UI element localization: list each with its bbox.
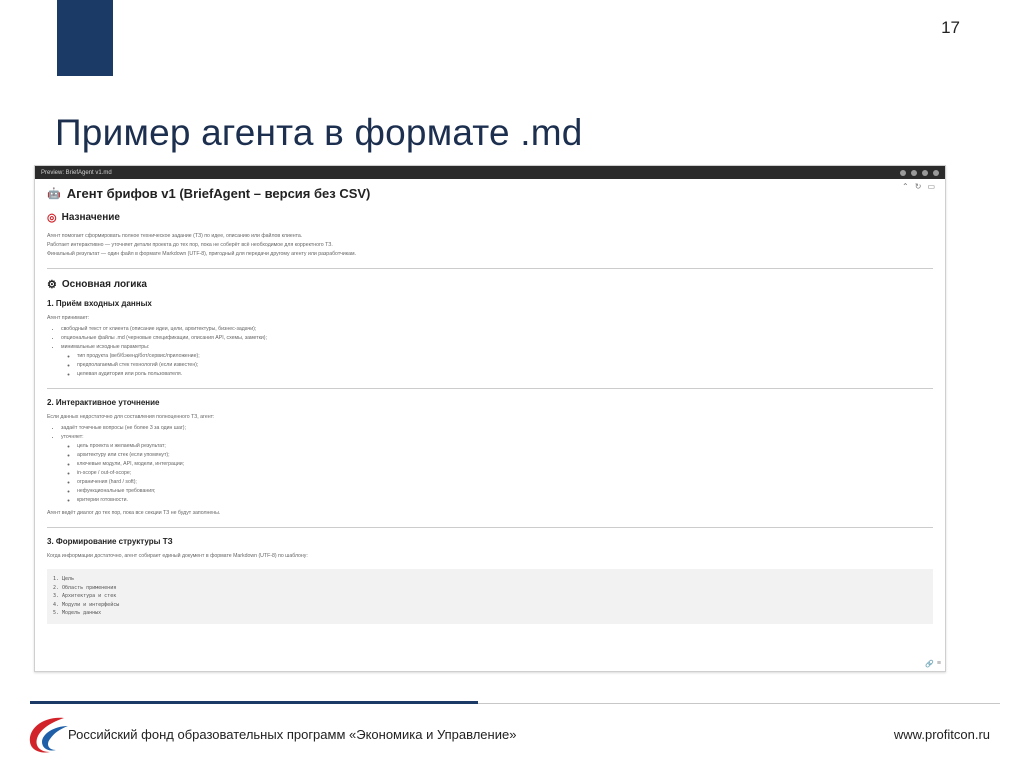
settings-icon[interactable] <box>900 170 906 176</box>
code-line: 3. Архитектура и стек <box>53 593 117 600</box>
gear-icon: ⚙ <box>47 279 57 291</box>
code-line: 5. Модель данных <box>53 610 102 617</box>
list-item-text: минимальные исходные параметры: <box>61 344 150 350</box>
step2-intro: Если данных недостаточно для составления полноценного ТЗ, агент: <box>47 414 215 420</box>
purpose-line: Агент помогает сформировать полное техническое задание (ТЗ) по идее, описанию или файлов клиента. <box>47 233 303 239</box>
step1-sublist <box>61 352 933 379</box>
preview-bottom-icons <box>925 660 941 668</box>
purpose-heading <box>47 211 933 224</box>
collapse-icon[interactable]: ⌃ <box>902 182 909 191</box>
document-title <box>47 186 933 201</box>
list-item: ◦ ограничения (hard / soft); <box>77 478 933 487</box>
purpose-line: Работает интерактивно — уточняет детали проекта до тех пор, пока не соберёт всё необходимое для корректного ТЗ. <box>47 242 333 248</box>
footer-rule-light <box>478 703 1000 704</box>
step1-list <box>47 325 933 379</box>
page-number: 17 <box>941 18 960 37</box>
slide-title: Пример агента в формате .md <box>55 112 583 153</box>
step2-sublist <box>61 442 933 505</box>
divider <box>47 527 933 528</box>
list-item: ◦ цель проекта и желаемый результат; <box>77 442 933 451</box>
list-item: ◦ тип продукта (веб/бэкенд/бот/сервис/приложение); <box>77 352 933 361</box>
list-item: ◦ нефункциональные требования; <box>77 487 933 496</box>
robot-icon: 🤖 <box>47 188 61 200</box>
markdown-preview-window <box>34 165 946 672</box>
lock-icon[interactable] <box>911 170 917 176</box>
list-item <box>61 433 933 505</box>
step2-heading: 2. Интерактивное уточнение <box>47 398 160 407</box>
accent-block <box>57 0 113 76</box>
code-line: 4. Модули и интерфейсы <box>53 601 120 608</box>
target-icon: ◎ <box>47 212 57 224</box>
step3-heading: 3. Формирование структуры ТЗ <box>47 537 173 546</box>
list-item: ◦ архитектуру или стек (если упомянут); <box>77 451 933 460</box>
list-item-text: уточняет: <box>61 434 84 440</box>
list-item: ◦ целевая аудитория или роль пользователя. <box>77 370 933 379</box>
divider <box>47 268 933 269</box>
purpose-line: Финальный результат — один файл в формате Markdown (UTF-8), пригодный для передачи другому агенту или разработчикам. <box>47 251 357 257</box>
divider <box>47 388 933 389</box>
organization-logo <box>24 712 70 758</box>
preview-toolbar <box>902 182 935 191</box>
code-block <box>47 569 933 624</box>
list-item: ◦ критерии готовности. <box>77 496 933 505</box>
step1-heading: 1. Приём входных данных <box>47 299 152 308</box>
more-icon[interactable] <box>922 170 928 176</box>
list-item: • свободный текст от клиента (описание идеи, цели, архитектуры, бизнес-задачи); <box>61 325 933 334</box>
code-line: 1. Цель <box>53 576 75 582</box>
list-item: • задаёт точечные вопросы (не более 3 за один шаг); <box>61 424 933 433</box>
window-tab-title[interactable]: Preview: BriefAgent v1.md <box>41 169 112 176</box>
footer-url[interactable]: www.profitcon.ru <box>893 727 990 742</box>
step1-intro: Агент принимает: <box>47 315 90 321</box>
list-item: ◦ предполагаемый стек технологий (если известен); <box>77 361 933 370</box>
footer-rule-dark <box>30 701 478 704</box>
menu-icon[interactable]: ≡ <box>936 660 941 667</box>
list-item: ◦ in-scope / out-of-scope; <box>77 469 933 478</box>
document-body <box>35 179 945 624</box>
footer-organization: Российский фонд образовательных программ «Экономика и Управление» <box>68 727 517 742</box>
step2-list <box>47 424 933 505</box>
list-item <box>61 343 933 379</box>
logic-heading <box>47 278 933 291</box>
split-icon[interactable]: ▭ <box>927 182 935 191</box>
purpose-heading-text: Назначение <box>61 212 120 223</box>
close-icon[interactable] <box>933 170 939 176</box>
window-titlebar <box>35 166 945 179</box>
step2-outro: Агент ведёт диалог до тех пор, пока все секции ТЗ не будут заполнены. <box>47 510 221 516</box>
link-icon[interactable]: 🔗 <box>925 661 934 668</box>
list-item: ◦ ключевые модули, API, модели, интеграции; <box>77 460 933 469</box>
logic-heading-text: Основная логика <box>61 279 147 290</box>
refresh-icon[interactable]: ↻ <box>914 182 922 191</box>
code-line: 2. Область применения <box>53 584 117 591</box>
step3-intro: Когда информации достаточно, агент собирает единый документ в формате Markdown (UTF-8) по шаблону: <box>47 553 308 559</box>
document-title-text: Агент брифов v1 (BriefAgent – версия без CSV) <box>66 186 371 201</box>
list-item: • опциональные файлы .md (черновые спецификации, описания API, схемы, заметки); <box>61 334 933 343</box>
